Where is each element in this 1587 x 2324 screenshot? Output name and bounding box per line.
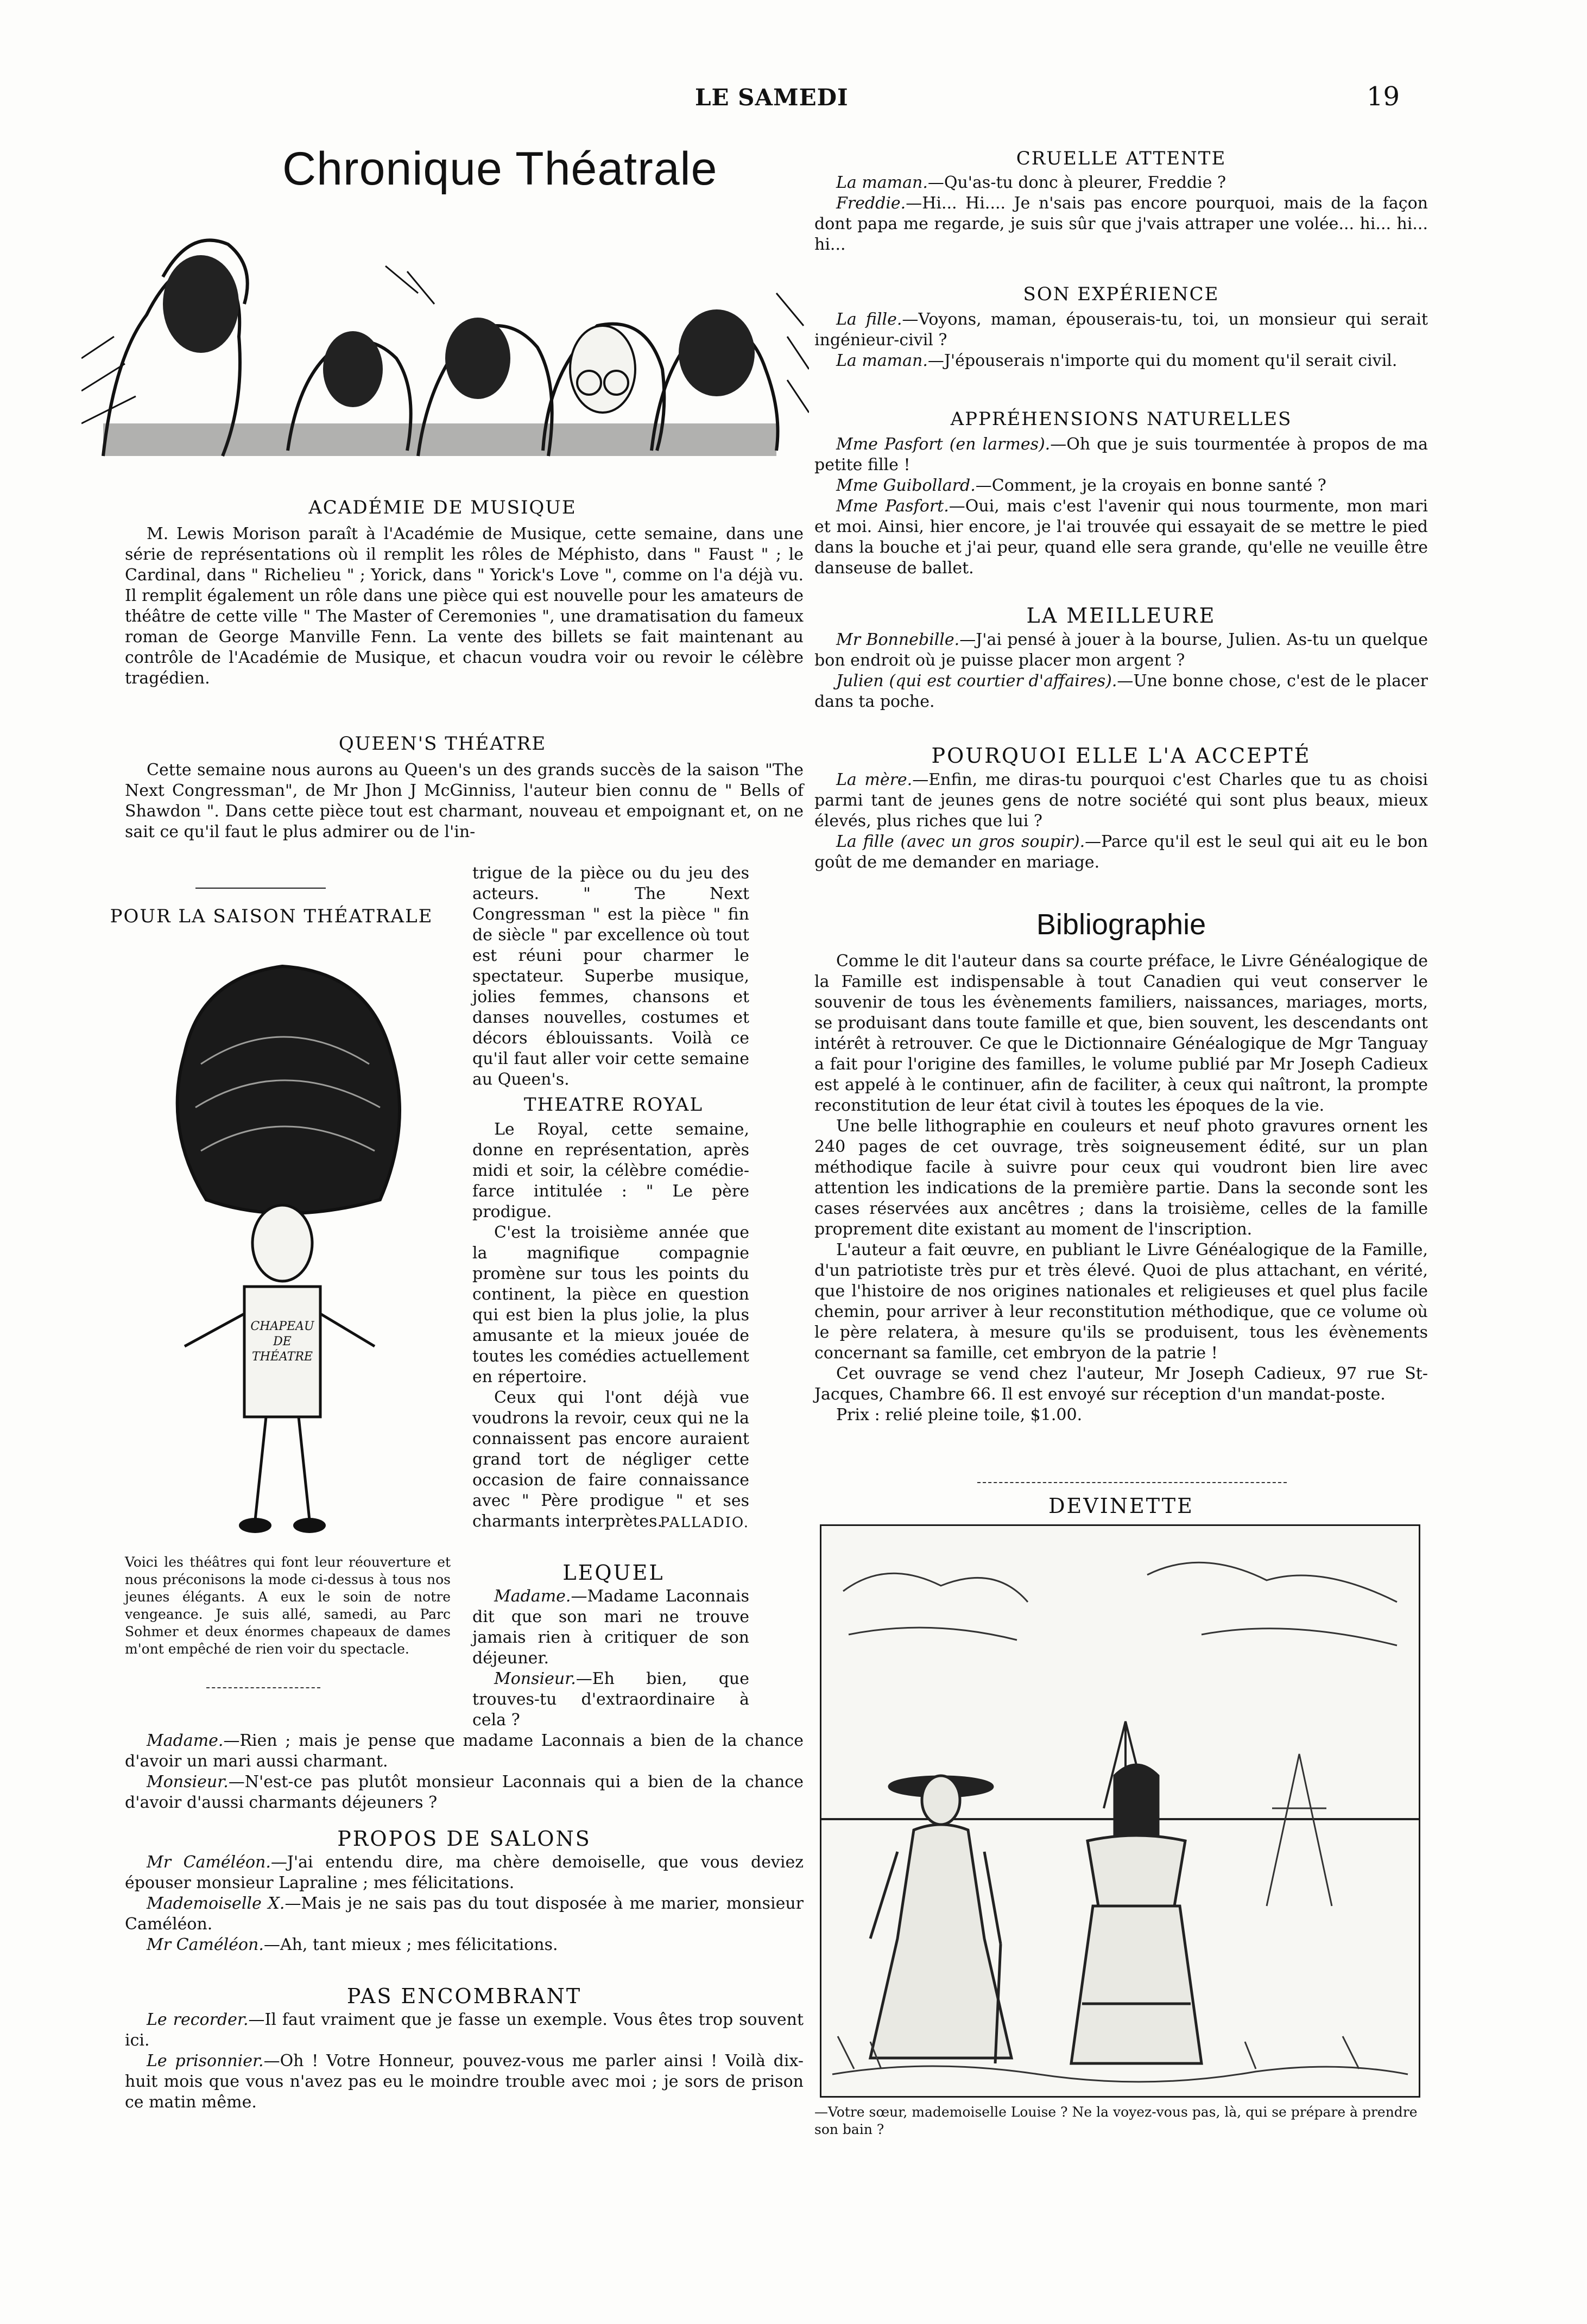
pourquoi-line: La fille (avec un gros soupir).—Parce qu'il est le seul qui ait eu le bon goût de me demander en mariage. [814, 832, 1428, 872]
cruelle-heading: CRUELLE ATTENTE [1016, 148, 1226, 169]
saison-top-rule [195, 888, 326, 889]
bibliographie-title: Bibliographie [1036, 908, 1206, 941]
bibliographie-paragraph: Prix : relié pleine toile, $1.00. [836, 1405, 1083, 1424]
lequel-line: Monsieur.—N'est-ce pas plutôt monsieur Laconnais qui a bien de la chance d'avoir d'aussi charmants déjeuners ? [125, 1772, 804, 1812]
cruelle-line: Freddie.—Hi... Hi.... Je n'sais pas encore pourquoi, mais de la façon dont papa me regarde, je suis sûr que j'vais attraper une volée... hi... hi... hi... [814, 194, 1428, 254]
devinette-heading: DEVINETTE [1048, 1494, 1194, 1518]
royal-paragraph-1: Le Royal, cette semaine, donne en représentation, après midi et soir, la célèbre comédie-farce intitulée : " Le père prodigue. [472, 1120, 749, 1221]
running-title: LE SAMEDI [695, 84, 849, 111]
royal-heading: THEATRE ROYAL [523, 1094, 704, 1116]
hat-sign-label: CHAPEAU DE THÉATRE [250, 1320, 314, 1364]
meilleure-heading: LA MEILLEURE [1026, 604, 1216, 628]
royal-signature: PALLADIO. [660, 1515, 749, 1531]
queens-heading: QUEEN'S THÉATRE [338, 733, 547, 755]
encombrant-text [125, 2010, 804, 2113]
apprehensions-text [814, 434, 1428, 579]
royal-paragraph-2: C'est la troisième année que la magnifique compagnie promène sur tous les points du continent, la pièce en question qui est bien la plus jolie, la plus amusante et la mieux jouée de toutes les comédies actuellement en répertoire. [472, 1223, 749, 1386]
propos-heading: PROPOS DE SALONS [337, 1827, 591, 1851]
meilleure-text [814, 630, 1428, 712]
propos-line: Mademoiselle X.—Mais je ne sais pas du tout disposée à me marier, monsieur Caméléon. [125, 1894, 804, 1934]
devinette-illustration [820, 1524, 1420, 2098]
academie-text [125, 524, 804, 689]
bibliographie-paragraph: Une belle lithographie en couleurs et neuf photo gravures ornent les 240 pages de cet ouvrage, très soigneusement édité, sur un plan méthodique facile à suivre pour ceux qui voudront bien lire avec attention les indications de la première partie. Dans la seconde sont les cases réservées aux ancêtres ; dans la troisième, celles de la famille proprement dite existant au moment de l'inscription. [814, 1117, 1428, 1239]
royal-paragraph-3: Ceux qui l'ont déjà vue voudrons la revoir, ceux qui ne la connaissent pas encore auraient grand tort de négliger cette occasion de faire connaissance avec " Père prodigue " et ses charmants interprètes. [472, 1388, 749, 1531]
experience-text [814, 309, 1428, 371]
lequel-line: Monsieur.—Eh bien, que trouves-tu d'extraordinaire à cela ? [472, 1669, 749, 1730]
cruelle-text [814, 173, 1428, 255]
lequel-text [125, 1586, 804, 1813]
beach-scene-drawing [821, 1526, 1419, 2096]
meilleure-line: Julien (qui est courtier d'affaires).—Une bonne chose, c'est de le placer dans ta poche. [814, 672, 1428, 711]
bibliographie-paragraph: Comme le dit l'auteur dans sa courte préface, le Livre Généalogique de la Famille est indispensable à tout Canadien qui veut conserver le souvenir de tous les évènements familiers, naissances, mariages, morts, se produisant dans toute famille et que, bien souvent, les descendants ont intérêt à retrouver. Ce que le Dictionnaire Généalogique de Mgr Tanguay a fait pour l'origine des familles, le volume publié par Mr Joseph Cadieux est appelé à le continuer, afin de faciliter, à ceux qui naîtront, la prompte reconstitution de leur état civil à toutes les époques de la vie. [814, 952, 1428, 1115]
bibliographie-paragraph: L'auteur a fait œuvre, en publiant le Livre Généalogique de la Famille, d'un patriotiste très pur et très élevé. Quoi de plus attachant, en vérité, que l'histoire de nos origines nationales et religieuses et quel plus facile chemin, pour arriver à leur reconstitution méthodique, que ce volume où le père relatera, à mesure qu'ils se produisent, tous les évènements concernant sa famille, cet embryon de la patrie ! [814, 1240, 1428, 1363]
theatre-audience-illustration [81, 195, 809, 472]
meilleure-line: Mr Bonnebille.—J'ai pensé à jouer à la bourse, Julien. As-tu un quelque bon endroit où je puisse placer mon argent ? [814, 630, 1428, 670]
queens-text-full [125, 760, 804, 843]
apprehensions-line: Mme Guibollard.—Comment, je la croyais en bonne santé ? [836, 476, 1326, 495]
queens-paragraph: Cette semaine nous aurons au Queen's un des grands succès de la saison "The Next Congressman", de Mr Jhon J McGinniss, l'auteur bien connu de " Bells of Shawdon ". Dans cette pièce tout est charmant, nouveau et empoignant et, on ne sait ce qu'il faut le plus admirer ou de l'in- [125, 761, 804, 841]
queens-text-narrow [472, 863, 749, 1090]
bibliographie-paragraph: Cet ouvrage se vend chez l'auteur, Mr Joseph Cadieux, 97 rue St-Jacques, Chambre 66. Il est envoyé sur réception d'un mandat-poste. [814, 1364, 1428, 1404]
encombrant-line: Le prisonnier.—Oh ! Votre Honneur, pouvez-vous me parler ainsi ! Voilà dix-huit mois que vous n'avez pas eu le moindre trouble avec moi ; je sors de prison ce matin même. [125, 2051, 804, 2112]
lequel-line: Madame.—Madame Laconnais dit que son mari ne trouve jamais rien à critiquer de son déjeuner. [472, 1587, 749, 1668]
propos-line: Mr Caméléon.—J'ai entendu dire, ma chère demoiselle, que vous deviez épouser monsieur Lapraline ; mes félicitations. [125, 1853, 804, 1892]
encombrant-heading: PAS ENCOMBRANT [346, 1984, 582, 2008]
saison-caption: Voici les théâtres qui font leur réouverture et nous préconisons la mode ci-dessus à tous nos jeunes élégants. A eux le soin de notre vengeance. Je suis allé, samedi, au Parc Sohmer et deux énormes chapeaux de dames m'ont empêché de rien voir du spectacle. [125, 1554, 451, 1657]
experience-line: La maman.—J'épouserais n'importe qui du moment qu'il serait civil. [836, 351, 1398, 370]
experience-heading: SON EXPÉRIENCE [1023, 283, 1219, 305]
pourquoi-text [814, 770, 1428, 873]
hat-illustration [119, 945, 423, 1542]
apprehensions-line: Mme Pasfort.—Oui, mais c'est l'avenir qui nous tourmente, mon mari et moi. Ainsi, hier encore, je l'ai trouvée qui essayait de se mettre le pied dans la bouche et j'ai peur, quand elle sera grande, qu'elle ne veuille être danseuse de ballet. [814, 497, 1428, 578]
page-number: 19 [1367, 81, 1400, 112]
propos-text [125, 1852, 804, 1955]
royal-text [472, 1119, 749, 1532]
devinette-top-rule [977, 1482, 1287, 1483]
propos-line: Mr Caméléon.—Ah, tant mieux ; mes félicitations. [147, 1935, 558, 1954]
chronique-title: Chronique Théatrale [282, 143, 718, 195]
experience-line: La fille.—Voyons, maman, épouserais-tu, toi, un monsieur qui serait ingénieur-civil ? [814, 310, 1428, 350]
encombrant-line: Le recorder.—Il faut vraiment que je fasse un exemple. Vous êtes trop souvent ici. [125, 2010, 804, 2050]
lequel-line: Madame.—Rien ; mais je pense que madame Laconnais a bien de la chance d'avoir un mari aussi charmant. [125, 1731, 804, 1771]
hat-drawing [119, 945, 423, 1542]
saison-heading: POUR LA SAISON THÉATRALE [110, 905, 433, 927]
bibliographie-text [814, 951, 1428, 1426]
queens-paragraph-continued: trigue de la pièce ou du jeu des acteurs. " The Next Congressman " est la pièce " fin de siècle " par excellence où tout est réuni pour charmer le spectateur. Superbe musique, jolies femmes, chansons et danses nouvelles, costumes et décors éblouissants. Voilà ce qu'il faut aller voir cette semaine au Queen's. [472, 864, 749, 1089]
apprehensions-line: Mme Pasfort (en larmes).—Oh que je suis tourmentée à propos de ma petite fille ! [814, 435, 1428, 474]
lequel-heading: LEQUEL [562, 1561, 665, 1585]
cruelle-line: La maman.—Qu'as-tu donc à pleurer, Freddie ? [836, 173, 1226, 192]
academie-paragraph: M. Lewis Morison paraît à l'Académie de Musique, cette semaine, dans une série de représentations où il remplit les rôles de Méphisto, dans " Faust " ; le Cardinal, dans " Richelieu " ; Yorick, dans " Yorick's Love ", comme on l'a déjà vu. Il remplit également un rôle dans une pièce qui est nouvelle pour les amateurs de théâtre de cette ville " The Master of Ceremonies ", une dramatisation du fameux roman de George Manville Fenn. La vente des billets se fait maintenant au contrôle de l'Académie de Musique, et chacun voudra voir ou revoir le célèbre tragédien. [125, 524, 804, 688]
apprehensions-heading: APPRÉHENSIONS NATURELLES [950, 408, 1292, 430]
pourquoi-heading: POURQUOI ELLE L'A ACCEPTÉ [931, 744, 1311, 768]
pourquoi-line: La mère.—Enfin, me diras-tu pourquoi c'est Charles que tu as choisi parmi tant de jeunes gens de notre société qui sont plus beaux, mieux élevés, plus riches que lui ? [814, 770, 1428, 831]
academie-heading: ACADÉMIE DE MUSIQUE [308, 497, 577, 518]
devinette-caption: —Votre sœur, mademoiselle Louise ? Ne la voyez-vous pas, là, qui se prépare à prendre son bain ? [814, 2104, 1418, 2137]
audience-drawing [81, 195, 809, 472]
